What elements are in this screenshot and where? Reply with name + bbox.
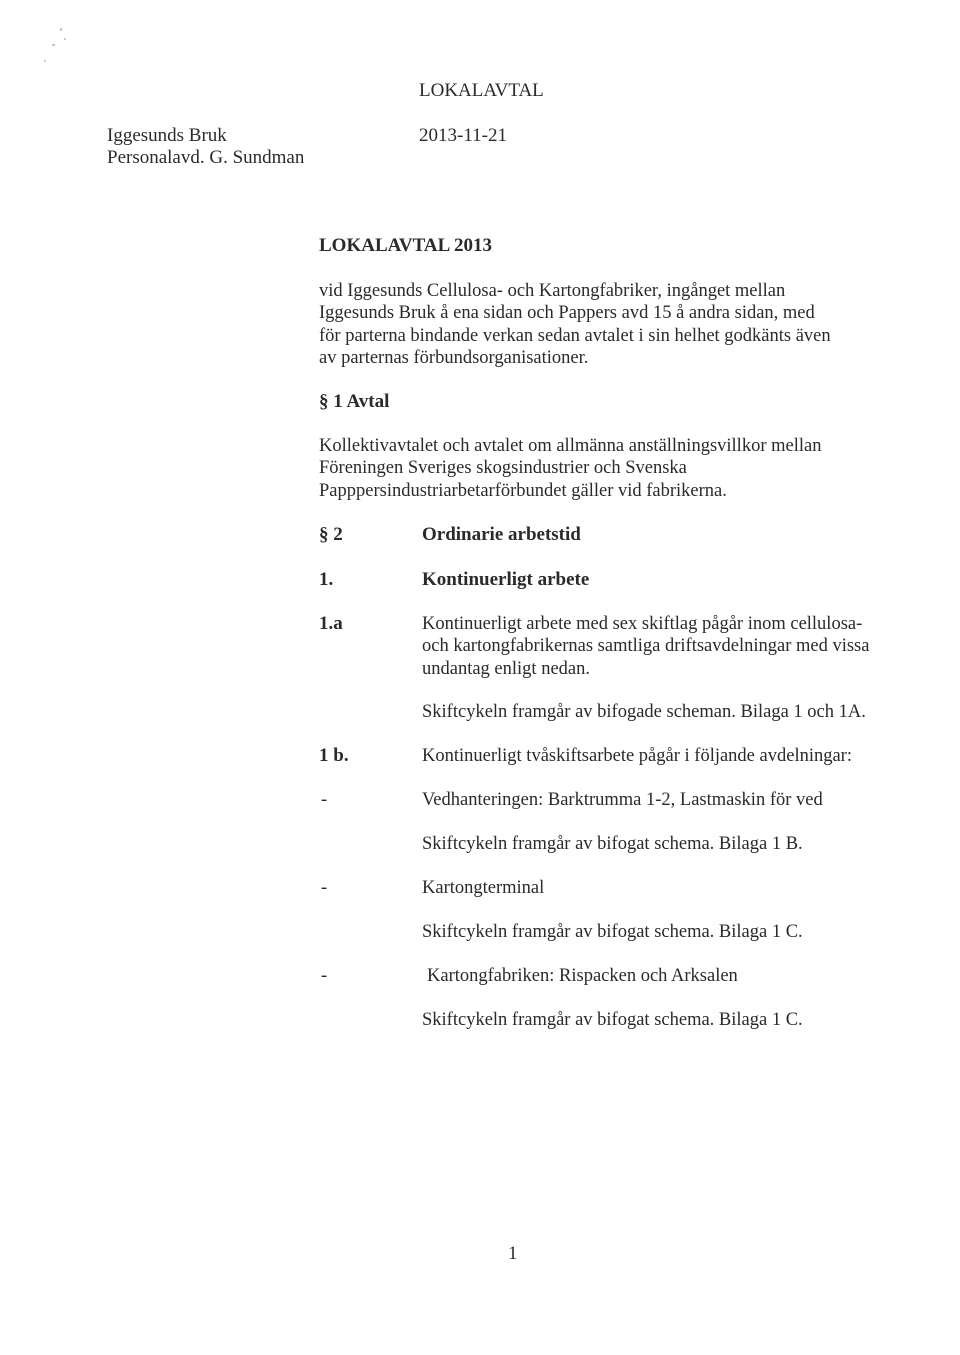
department-name-item: Kartongterminal: [422, 878, 545, 898]
section1-heading: § 1 Avtal: [319, 391, 390, 412]
scan-speck: [52, 44, 55, 46]
section2-number: § 2: [319, 524, 343, 545]
item-1a-note: Skiftcykeln framgår av bifogade scheman. Bilaga 1 och 1A.: [422, 702, 866, 722]
item-1a-line: Kontinuerligt arbete med sex skiftlag pågår inom cellulosa-: [422, 614, 863, 634]
section1-line: Kollektivavtalet och avtalet om allmänna anställningsvillkor mellan: [319, 436, 822, 456]
section1-paragraph: [319, 435, 821, 502]
scan-speck: [64, 38, 66, 40]
item-1b-text: Kontinuerligt tvåskiftsarbete pågår i följande avdelningar:: [422, 746, 852, 766]
item-1a-line: och kartongfabrikernas samtliga driftsavdelningar med vissa: [422, 636, 870, 657]
section2-heading: Ordinarie arbetstid: [422, 524, 581, 545]
section1-line: Papppersindustriarbetarförbundet gäller vid fabrikerna.: [319, 480, 727, 501]
company-name: Iggesunds Bruk: [107, 125, 227, 146]
department-dash: -: [321, 966, 328, 986]
item-1a-label: 1.a: [319, 613, 343, 634]
intro-paragraph: [319, 280, 831, 369]
page-number: 1: [508, 1243, 518, 1264]
intro-line: för parterna bindande verkan sedan avtalet i sin helhet godkänts även: [319, 325, 831, 346]
document-title: LOKALAVTAL 2013: [319, 235, 492, 256]
department-note: Skiftcykeln framgår av bifogat schema. Bilaga 1 C.: [422, 1010, 803, 1030]
department-dash: -: [321, 790, 328, 810]
intro-line: av parternas förbundsorganisationer.: [319, 347, 589, 368]
department-note: Skiftcykeln framgår av bifogat schema. Bilaga 1 B.: [422, 834, 803, 854]
department-dash: -: [321, 878, 328, 898]
department-note: Skiftcykeln framgår av bifogat schema. Bilaga 1 C.: [422, 922, 803, 942]
scan-speck: [44, 60, 46, 62]
department-name-item: Vedhanteringen: Barktrumma 1-2, Lastmaskin för ved: [422, 790, 823, 810]
doc-type-heading: LOKALAVTAL: [419, 80, 544, 101]
section1-line: Föreningen Sveriges skogsindustrier och Svenska: [319, 458, 687, 479]
scan-speck: [60, 28, 62, 31]
department-name-item: Kartongfabriken: Rispacken och Arksalen: [427, 966, 738, 986]
item-1a-paragraph: [422, 613, 869, 680]
department-name: Personalavd. G. Sundman: [107, 147, 305, 168]
intro-line: Iggesunds Bruk å ena sidan och Pappers avd 15 å andra sidan, med: [319, 303, 815, 324]
document-date: 2013-11-21: [419, 125, 507, 146]
intro-line: vid Iggesunds Cellulosa- och Kartongfabriker, ingånget mellan: [319, 281, 786, 301]
sub1-number: 1.: [319, 569, 334, 590]
sub1-heading: Kontinuerligt arbete: [422, 569, 590, 590]
item-1b-label: 1 b.: [319, 745, 349, 766]
item-1a-line: undantag enligt nedan.: [422, 658, 590, 679]
